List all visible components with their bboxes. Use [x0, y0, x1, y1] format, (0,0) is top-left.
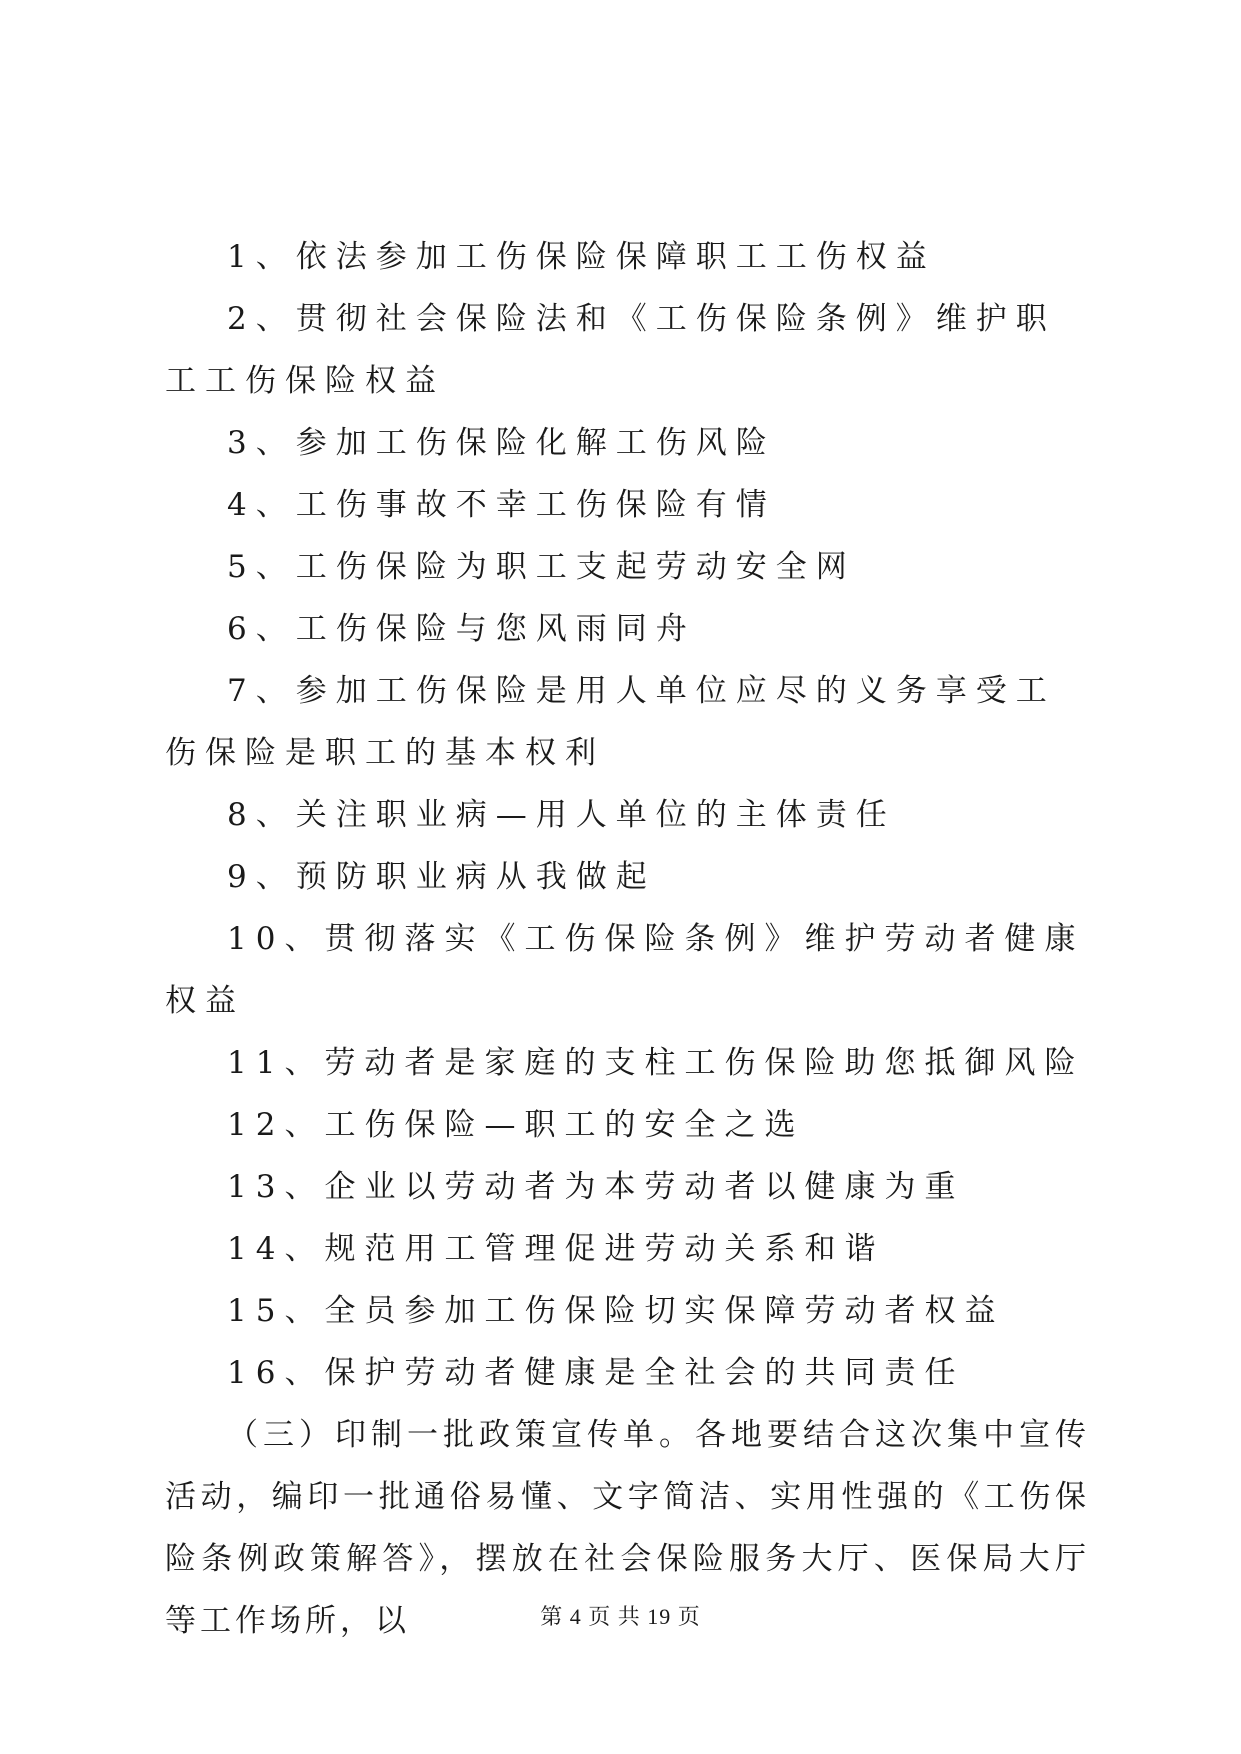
- document-body: [165, 226, 1090, 1652]
- slogan-item-15: 15、全员参加工伤保险切实保障劳动者权益: [227, 1293, 1005, 1329]
- slogan-item-5: 5、工伤保险为职工支起劳动安全网: [227, 549, 856, 585]
- slogan-item-7: 7、参加工伤保险是用人单位应尽的义务享受工伤保险是职工的基本权利: [165, 673, 1056, 771]
- page-footer: 第 4 页 共 19 页: [540, 1604, 701, 1629]
- slogan-item-1: 1、依法参加工伤保险保障职工工伤权益: [227, 239, 936, 275]
- slogan-item-13: 13、企业以劳动者为本劳动者以健康为重: [227, 1169, 965, 1205]
- slogan-item-6: 6、工伤保险与您风雨同舟: [227, 611, 696, 647]
- slogan-item-14: 14、规范用工管理促进劳动关系和谐: [227, 1231, 885, 1267]
- slogan-item-10: 10、贯彻落实《工伤保险条例》维护劳动者健康权益: [165, 921, 1085, 1019]
- slogan-item-8: 8、关注职业病—用人单位的主体责任: [227, 797, 896, 833]
- slogan-item-9: 9、预防职业病从我做起: [227, 859, 656, 895]
- slogan-item-2: 2、贯彻社会保险法和《工伤保险条例》维护职工工伤保险权益: [165, 301, 1056, 399]
- slogan-item-4: 4、工伤事故不幸工伤保险有情: [227, 487, 776, 523]
- slogan-item-11: 11、劳动者是家庭的支柱工伤保险助您抵御风险: [227, 1045, 1085, 1081]
- slogan-item-16: 16、保护劳动者健康是全社会的共同责任: [227, 1355, 965, 1391]
- slogan-item-12: 12、工伤保险—职工的安全之选: [227, 1107, 805, 1143]
- slogan-item-3: 3、参加工伤保险化解工伤风险: [227, 425, 776, 461]
- body-paragraph: （三）印制一批政策宣传单。各地要结合这次集中宣传活动，编印一批通俗易懂、文字简洁、实用性强的《工伤保险条例政策解答》，摆放在社会保险服务大厅、医保局大厅等工作场所，以: [165, 1417, 1090, 1639]
